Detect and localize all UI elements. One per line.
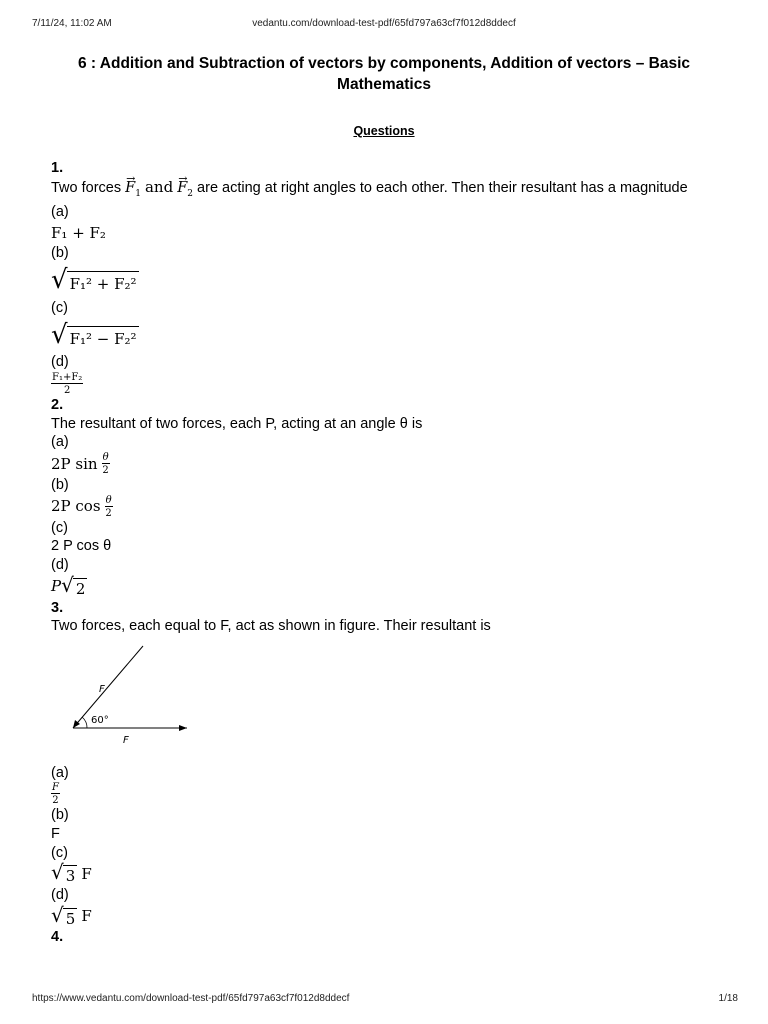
option-math: F₁ + F₂ — [51, 223, 106, 242]
option-label: (a) — [51, 434, 69, 451]
sqrt-expression: √ F₁² − F₂² — [51, 319, 137, 350]
option-text: F — [51, 826, 60, 842]
option-math: 2P sin $\frac{\theta}{2}$ — [51, 452, 109, 477]
section-heading: Questions — [353, 124, 415, 138]
option-label: (c) — [51, 519, 68, 536]
label-force-base: F — [123, 734, 129, 746]
vector-f2: → $F_2$ — [177, 179, 193, 204]
question-number: 1. — [51, 160, 64, 176]
fraction: $\frac{\text{F₁+F₂}}{2}$ — [52, 372, 83, 397]
question-1 — [51, 159, 731, 396]
angle-arc — [82, 717, 87, 728]
option-math: P √ 2 — [51, 572, 86, 598]
sqrt-expression: √ F₁² + F₂² — [51, 265, 137, 296]
option-math — [51, 317, 731, 353]
question-2 — [51, 396, 731, 599]
force-diagram-svg — [67, 644, 197, 748]
page-title: 6 : Addition and Subtraction of vectors by components, Addition of vectors – Basic Mathematics — [77, 55, 691, 93]
question-text: The resultant of two forces, each P, acting at an angle θ is — [51, 415, 423, 432]
question-3 — [51, 599, 731, 929]
option-label: (a) — [51, 764, 69, 781]
question-4 — [51, 928, 731, 947]
arrowhead-base — [179, 725, 187, 731]
option-math: √ 3 F — [51, 860, 92, 886]
sqrt-expression: √ 3 — [51, 860, 76, 886]
sqrt-expression: √ 2 — [61, 572, 86, 598]
option-label: (b) — [51, 244, 69, 261]
fraction: $\frac{\theta}{2}$ — [105, 494, 112, 519]
force-diagram — [67, 644, 731, 754]
question-number: 3. — [51, 599, 64, 616]
option-label: (c) — [51, 844, 68, 861]
option-math — [51, 263, 731, 299]
sqrt-expression: √ 5 — [51, 902, 76, 928]
question-number: 2. — [51, 397, 64, 414]
option-math: 2P cos $\frac{\theta}{2}$ — [51, 494, 112, 519]
option-label: (b) — [51, 807, 69, 824]
print-datetime: 7/11/24, 11:02 AM — [32, 18, 112, 29]
option-math — [51, 782, 731, 806]
fraction: $\frac{F}{2}$ — [52, 782, 59, 807]
question-number: 4. — [51, 929, 64, 946]
option-label: (d) — [51, 887, 69, 904]
question-text: Two forces → $F_1$ and → $F_2$ are acting at right angles to each other. Then their resultant has a magnitude — [51, 178, 731, 204]
question-text: Two forces, each equal to F, act as shown in figure. Their resultant is — [51, 618, 491, 635]
fraction: $\frac{\theta}{2}$ — [102, 452, 109, 477]
option-label: (a) — [51, 204, 69, 221]
vector-f1: → $F_1$ — [125, 179, 141, 204]
questions-list — [51, 159, 731, 947]
label-force-slanted: F — [99, 683, 105, 695]
option-label: (d) — [51, 354, 69, 371]
option-label: (d) — [51, 557, 69, 574]
option-label: (b) — [51, 477, 69, 494]
option-math: √ 5 F — [51, 902, 92, 928]
print-url: vedantu.com/download-test-pdf/65fd797a63cf7f012d8ddecf — [252, 18, 516, 29]
page-number: 1/18 — [718, 993, 738, 1004]
label-angle: 60° — [91, 714, 109, 726]
option-math — [51, 372, 731, 396]
option-text: 2 P cos θ — [51, 538, 112, 555]
option-label: (c) — [51, 299, 68, 316]
footer-url: https://www.vedantu.com/download-test-pdf/65fd797a63cf7f012d8ddecf — [32, 993, 350, 1004]
